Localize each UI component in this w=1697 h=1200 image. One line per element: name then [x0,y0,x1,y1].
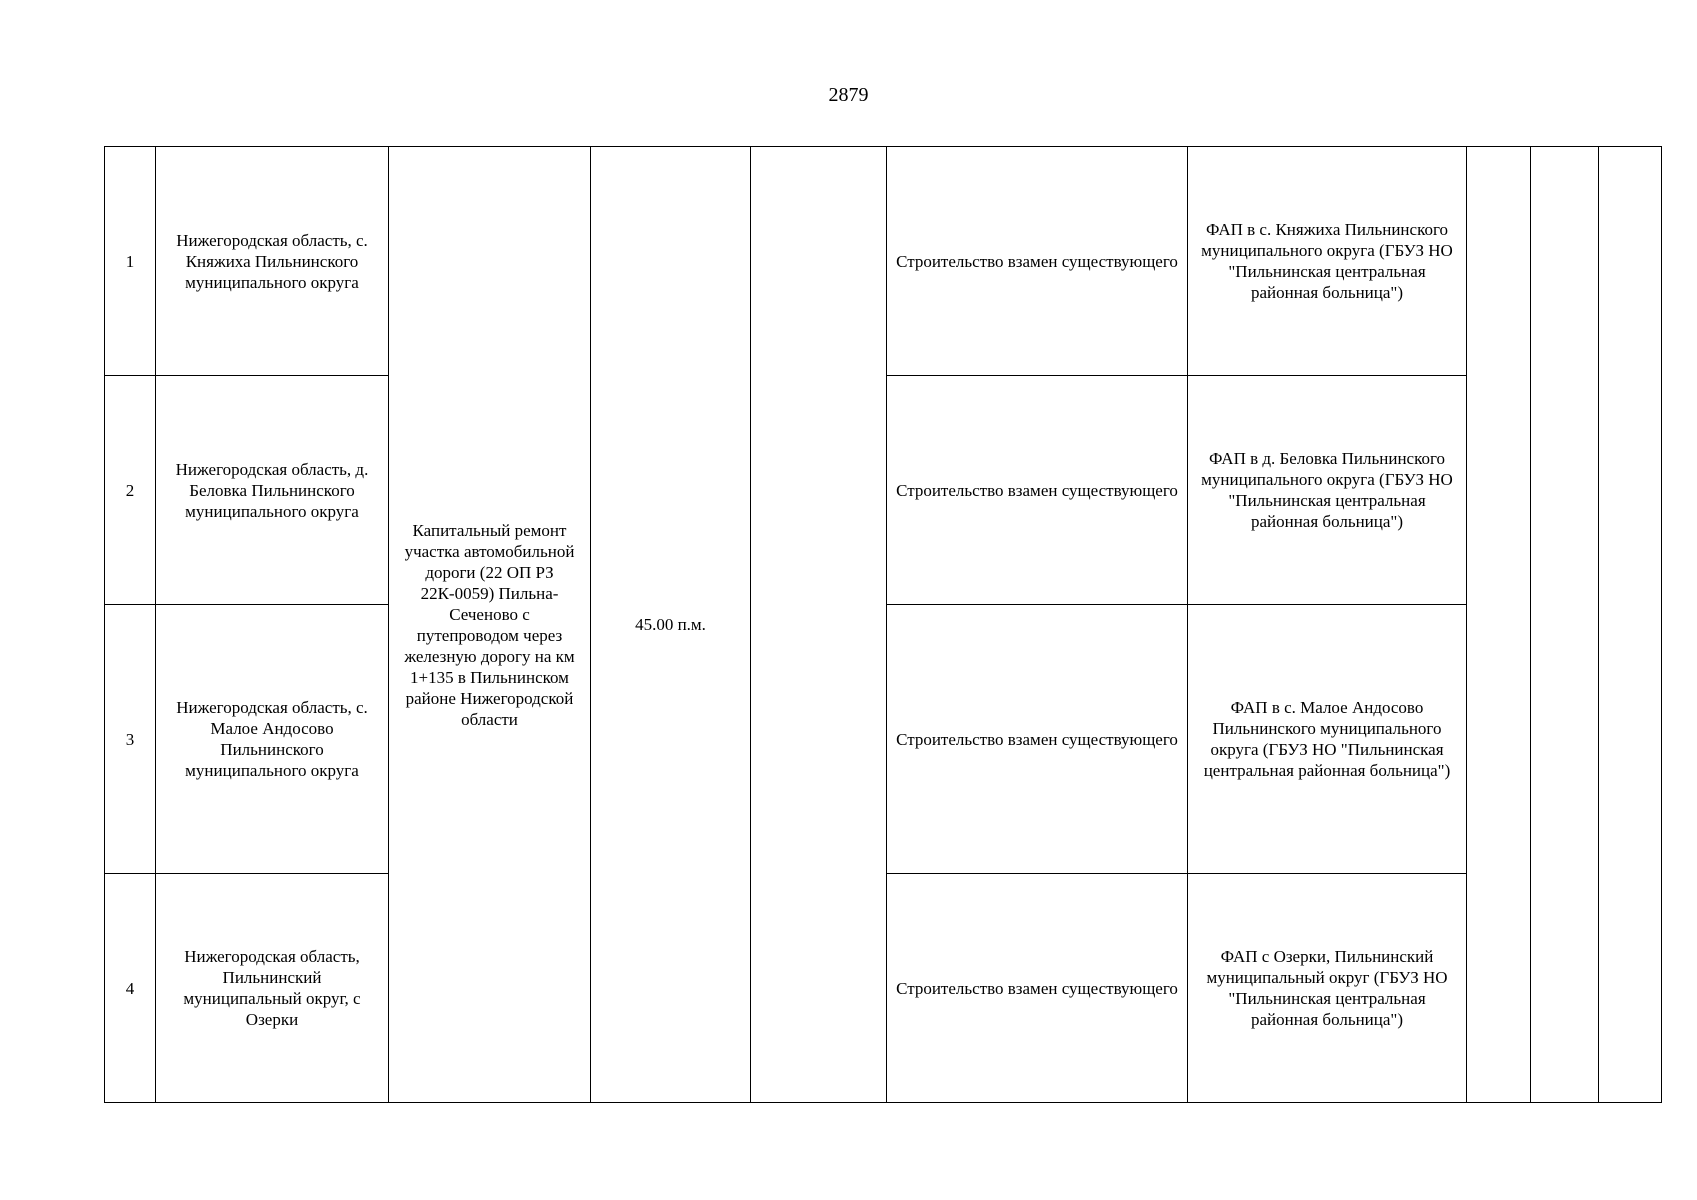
row-number-cell: 3 [105,605,156,874]
object-description-cell: Капитальный ремонт участка автомобильной дороги (22 ОП РЗ 22К-0059) Пильна-Сеченово с путепроводом через железную дорогу на км 1+135 в Пильнинском районе Нижегородской области [389,147,591,1103]
facility-cell: ФАП в д. Беловка Пильнинского муниципального округа (ГБУЗ НО "Пильнинская центральная районная больница") [1188,376,1467,605]
row-number-cell: 2 [105,376,156,605]
length-cell: 45.00 п.м. [591,147,751,1103]
address-cell: Нижегородская область, Пильнинский муниципальный округ, с Озерки [156,874,389,1103]
address-cell: Нижегородская область, с. Княжиха Пильнинского муниципального округа [156,147,389,376]
facility-cell: ФАП с Озерки, Пильнинский муниципальный округ (ГБУЗ НО "Пильнинская центральная районная больница") [1188,874,1467,1103]
row-number-cell: 1 [105,147,156,376]
page-number: 2879 [828,84,869,106]
empty-cell-col10 [1531,147,1599,1103]
empty-cell-col5 [751,147,887,1103]
empty-cell-col11 [1599,147,1662,1103]
address-cell: Нижегородская область, д. Беловка Пильнинского муниципального округа [156,376,389,605]
facility-cell: ФАП в с. Малое Андосово Пильнинского муниципального округа (ГБУЗ НО "Пильнинская центральная районная больница") [1188,605,1467,874]
data-table [104,146,1662,1103]
table-row [105,147,1662,376]
work-type-cell: Строительство взамен существующего [887,605,1188,874]
work-type-cell: Строительство взамен существующего [887,376,1188,605]
facility-cell: ФАП в с. Княжиха Пильнинского муниципального округа (ГБУЗ НО "Пильнинская центральная районная больница") [1188,147,1467,376]
address-cell: Нижегородская область, с. Малое Андосово Пильнинского муниципального округа [156,605,389,874]
row-number-cell: 4 [105,874,156,1103]
work-type-cell: Строительство взамен существующего [887,874,1188,1103]
work-type-cell: Строительство взамен существующего [887,147,1188,376]
empty-cell-col9 [1467,147,1531,1103]
